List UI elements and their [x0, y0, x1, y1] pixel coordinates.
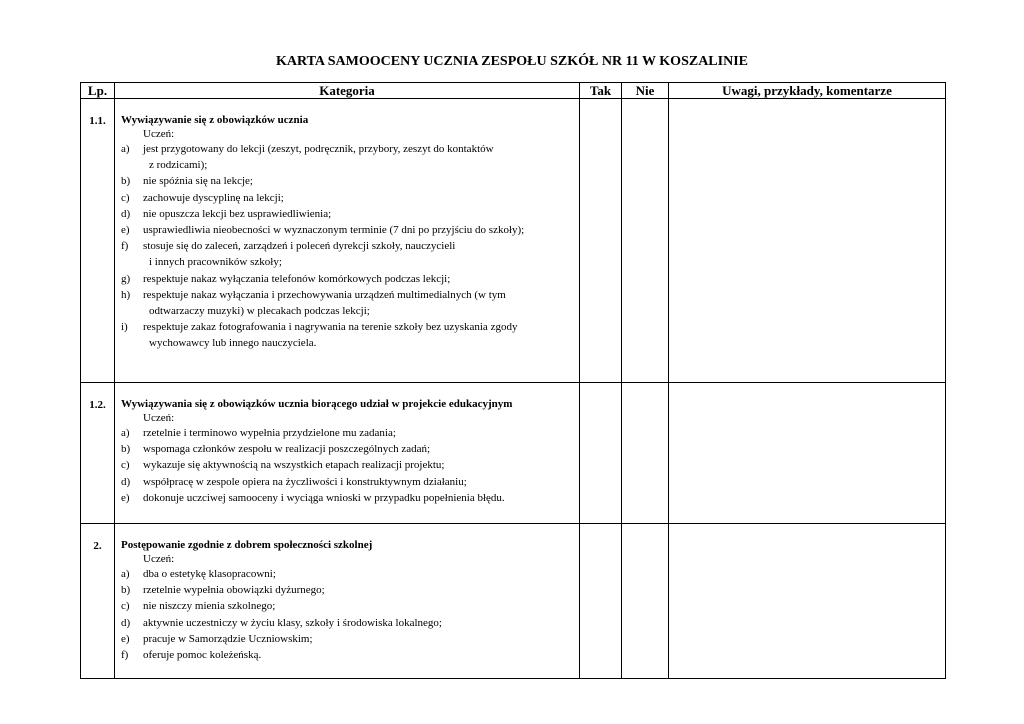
table-row [81, 383, 946, 524]
header-yes: Tak [580, 83, 622, 99]
item-text-block [143, 615, 575, 631]
list-item [121, 631, 575, 647]
table-header-row [81, 83, 946, 99]
item-text-continuation: z rodzicami); [149, 159, 208, 172]
item-text: respektuje nakaz wyłączania telefonów komórkowych podczas lekcji; [143, 272, 451, 285]
item-text: rzetelnie wypełnia obowiązki dyżurnego; [143, 584, 325, 597]
item-text: nie opuszcza lekcji bez usprawiedliwienia; [143, 207, 332, 220]
item-letter: c) [121, 191, 130, 204]
item-letter: c) [121, 459, 130, 472]
row-number: 1.2. [81, 383, 115, 524]
remarks-cell[interactable] [669, 383, 946, 524]
item-text: nie spóźnia się na lekcje; [143, 175, 253, 188]
criteria-list [121, 566, 575, 663]
yes-cell[interactable] [580, 524, 622, 679]
item-text: aktywnie uczestniczy w życiu klasy, szkoły i środowiska lokalnego; [143, 616, 442, 629]
table-row [81, 524, 946, 679]
item-letter: c) [121, 600, 130, 613]
list-item [121, 319, 575, 351]
item-text-block [143, 490, 575, 506]
category-intro: Uczeń: [143, 412, 175, 424]
table-body [81, 99, 946, 679]
list-item [121, 615, 575, 631]
list-item [121, 271, 575, 287]
item-letter: f) [121, 649, 129, 662]
header-category: Kategoria [115, 83, 580, 99]
item-text-block [143, 566, 575, 582]
item-text: jest przygotowany do lekcji (zeszyt, podręcznik, przybory, zeszyt do kontaktów [143, 143, 494, 155]
category-cell [115, 383, 580, 524]
list-item [121, 598, 575, 614]
list-item [121, 474, 575, 490]
criteria-list [121, 141, 575, 352]
category-title: Postępowanie zgodnie z dobrem społeczności szkolnej [121, 539, 373, 551]
list-item [121, 287, 575, 319]
no-cell[interactable] [622, 99, 669, 383]
item-text-block [143, 582, 575, 598]
item-text-block [143, 238, 575, 270]
item-letter: b) [121, 175, 131, 188]
item-letter: a) [121, 427, 130, 439]
item-text-block [143, 425, 575, 441]
no-cell[interactable] [622, 524, 669, 679]
list-item [121, 173, 575, 189]
item-letter: h) [121, 288, 131, 301]
item-text-block [143, 457, 575, 473]
list-item [121, 441, 575, 457]
item-text: respektuje nakaz wyłączania i przechowywania urządzeń multimedialnych (w tym [143, 288, 506, 301]
item-text: usprawiedliwia nieobecności w wyznaczonym terminie (7 dni po przyjściu do szkoły); [143, 224, 525, 237]
item-letter: d) [121, 207, 131, 220]
item-letter: d) [121, 475, 131, 488]
item-text: stosuje się do zaleceń, zarządzeń i poleceń dyrekcji szkoły, nauczycieli [143, 240, 456, 253]
item-text-block [143, 287, 575, 319]
item-text: dba o estetykę klasopracowni; [143, 568, 276, 580]
item-text-block [143, 271, 575, 287]
item-letter: f) [121, 240, 129, 253]
yes-cell[interactable] [580, 99, 622, 383]
item-text: dokonuje uczciwej samooceny i wyciąga wnioski w przypadku popełnienia błędu. [143, 491, 505, 504]
item-letter: e) [121, 224, 130, 237]
no-cell[interactable] [622, 383, 669, 524]
row-number: 2. [81, 524, 115, 679]
self-assessment-table [80, 82, 946, 679]
item-text: rzetelnie i terminowo wypełnia przydzielone mu zadania; [143, 427, 396, 439]
list-item [121, 206, 575, 222]
list-item [121, 457, 575, 473]
item-text-block [143, 173, 575, 189]
list-item [121, 190, 575, 206]
item-text-continuation: i innych pracowników szkoły; [149, 256, 282, 269]
table-row [81, 99, 946, 383]
list-item [121, 490, 575, 506]
item-text-block [143, 598, 575, 614]
category-cell [115, 524, 580, 679]
item-letter: g) [121, 272, 131, 285]
item-text-continuation: wychowawcy lub innego nauczyciela. [149, 337, 317, 350]
category-intro: Uczeń: [143, 128, 175, 140]
header-lp: Lp. [81, 83, 115, 99]
item-letter: a) [121, 568, 130, 580]
list-item [121, 222, 575, 238]
list-item [121, 141, 575, 173]
item-text-block [143, 222, 575, 238]
item-letter: b) [121, 443, 131, 456]
list-item [121, 647, 575, 663]
item-text-block [143, 441, 575, 457]
list-item [121, 425, 575, 441]
category-intro: Uczeń: [143, 553, 175, 565]
item-text-block [143, 190, 575, 206]
list-item [121, 238, 575, 270]
item-letter: a) [121, 143, 130, 155]
category-cell [115, 99, 580, 383]
category-title: Wywiązywania się z obowiązków ucznia biorącego udział w projekcie edukacyjnym [121, 398, 513, 410]
item-text-block [143, 206, 575, 222]
item-text: respektuje zakaz fotografowania i nagrywania na terenie szkoły bez uzyskania zgody [143, 321, 518, 334]
list-item [121, 566, 575, 582]
item-text-block [143, 141, 575, 173]
item-text-block [143, 474, 575, 490]
item-letter: e) [121, 491, 130, 504]
item-letter: e) [121, 632, 130, 645]
item-text: wykazuje się aktywnością na wszystkich etapach realizacji projektu; [143, 459, 445, 472]
header-no: Nie [622, 83, 669, 99]
remarks-cell[interactable] [669, 524, 946, 679]
item-text: zachowuje dyscyplinę na lekcji; [143, 191, 284, 204]
row-number: 1.1. [81, 99, 115, 383]
item-text: współpracę w zespole opiera na życzliwości i konstruktywnym działaniu; [143, 475, 467, 488]
item-text-block [143, 319, 575, 351]
item-letter: i) [121, 321, 128, 334]
item-text-block [143, 647, 575, 663]
item-letter: d) [121, 616, 131, 629]
item-text: pracuje w Samorządzie Uczniowskim; [143, 632, 313, 645]
remarks-cell[interactable] [669, 99, 946, 383]
yes-cell[interactable] [580, 383, 622, 524]
item-text: oferuje pomoc koleżeńską. [143, 649, 262, 662]
category-title: Wywiązywanie się z obowiązków ucznia [121, 114, 309, 126]
document-title: KARTA SAMOOCENY UCZNIA ZESPOŁU SZKÓŁ NR 11 W KOSZALINIE [276, 54, 748, 69]
item-text-continuation: odtwarzaczy muzyki) w plecakach podczas lekcji; [149, 305, 370, 318]
header-remarks: Uwagi, przykłady, komentarze [669, 83, 946, 99]
list-item [121, 582, 575, 598]
item-text: wspomaga członków zespołu w realizacji poszczególnych zadań; [143, 443, 431, 456]
item-text-block [143, 631, 575, 647]
criteria-list [121, 425, 575, 506]
item-letter: b) [121, 584, 131, 597]
item-text: nie niszczy mienia szkolnego; [143, 600, 276, 613]
